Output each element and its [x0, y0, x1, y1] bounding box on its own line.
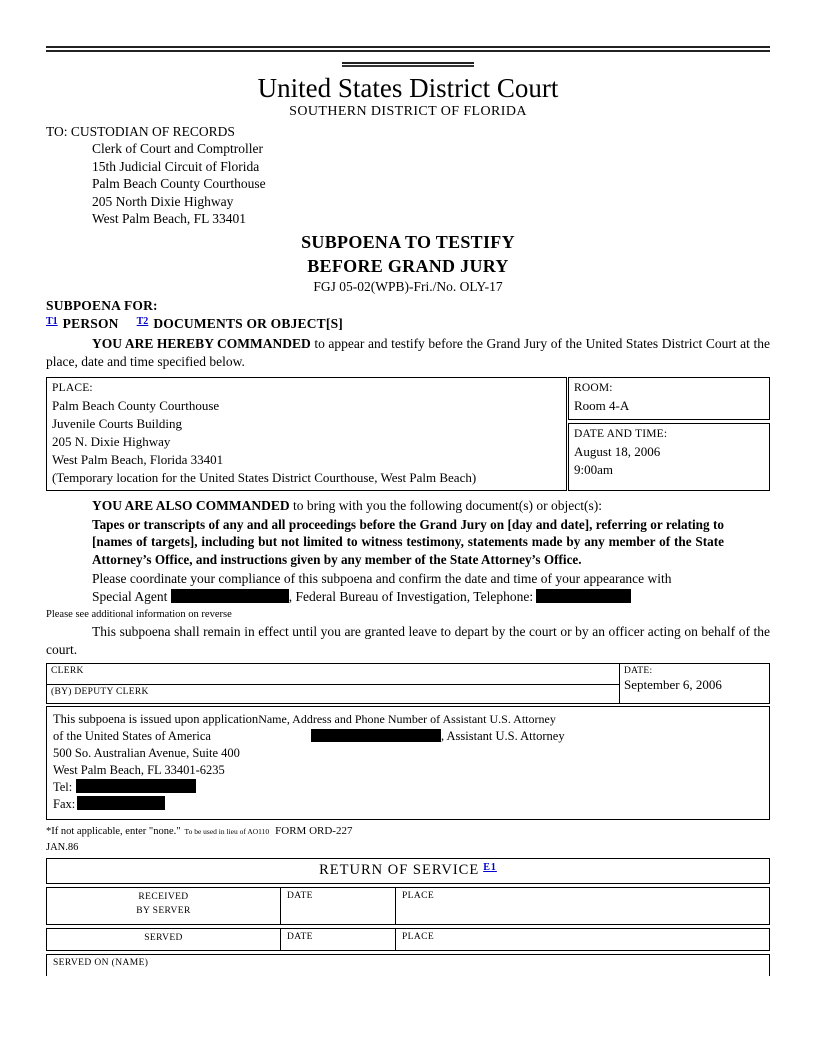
served-on-name-row: SERVED ON (NAME) — [46, 954, 770, 976]
subpoena-for-person: PERSON — [62, 315, 119, 331]
served-date-cell: DATE — [281, 929, 396, 950]
clerk-column — [47, 664, 619, 703]
room-datetime-column — [568, 377, 770, 491]
recipient-address-block — [92, 140, 770, 228]
commanded-bold: YOU ARE HEREBY COMMANDED — [92, 335, 311, 351]
recipient-address-line: 15th Judicial Circuit of Florida — [92, 158, 260, 174]
datetime-cell — [568, 423, 770, 491]
issuance-application-text: This subpoena is issued upon application — [53, 712, 259, 726]
recipient-address-line: Clerk of Court and Comptroller — [92, 141, 263, 156]
issuance-usa-text: of the United States of America — [53, 729, 211, 743]
return-of-service-title: RETURN OF SERVICE — [319, 862, 480, 878]
received-label: RECEIVED — [138, 892, 189, 902]
deputy-clerk-label-cell: (BY) DEPUTY CLERK — [51, 687, 149, 697]
reverse-information-note: Please see additional information on reverse — [46, 609, 232, 620]
coordinate-fbi-text: , Federal Bureau of Investigation, Telephone: — [288, 589, 537, 604]
commanded-rest: to appear and testify before the Grand Jury of the United States District Court at the place, date and time specified below. — [46, 335, 770, 369]
received-by-server-row — [46, 887, 770, 925]
date-cell — [619, 664, 769, 703]
issuance-tel-line — [53, 779, 763, 796]
place-line: Juvenile Courts Building — [52, 415, 182, 431]
redaction-box-fax — [77, 796, 165, 810]
top-rule — [46, 46, 770, 52]
issuance-address-line1: 500 So. Australian Avenue, Suite 400 — [53, 746, 240, 760]
room-label: ROOM: — [574, 381, 613, 394]
issuance-line2 — [53, 728, 763, 745]
clerk-signature-table — [46, 663, 770, 704]
also-commanded-paragraph — [92, 498, 770, 514]
by-server-label: BY SERVER — [136, 905, 191, 916]
also-commanded-rest: to bring with you the following document(s) or object(s): — [289, 497, 602, 513]
received-place-cell: PLACE — [402, 891, 435, 901]
place-cell — [46, 377, 567, 491]
place-line: 205 N. Dixie Highway — [52, 433, 171, 449]
place-line: (Temporary location for the United States District Courthouse, West Palm Beach) — [52, 469, 477, 485]
coordinate-line1: Please coordinate your compliance of this subpoena and confirm the date and time of your appearance with — [92, 571, 672, 586]
recipient-address-line: West Palm Beach, FL 33401 — [92, 211, 247, 226]
served-place-cell: PLACE — [402, 932, 435, 942]
footnote-row — [46, 825, 770, 837]
served-row — [46, 928, 770, 951]
coordinate-agent-prefix: Special Agent — [92, 589, 171, 604]
district-subtitle: SOUTHERN DISTRICT OF FLORIDA — [289, 104, 527, 119]
redaction-box-tel — [76, 779, 196, 793]
room-cell — [568, 377, 770, 420]
subpoena-for-label: SUBPOENA FOR: — [46, 297, 158, 313]
form-date: JAN.86 — [46, 842, 79, 853]
fax-label: Fax: — [53, 797, 76, 811]
effect-paragraph: This subpoena shall remain in effect until you are granted leave to depart by the court or by an officer acting on behalf of the court. — [46, 624, 770, 657]
issuance-address-line2: West Palm Beach, FL 33401-6235 — [53, 763, 225, 777]
subpoena-title-line2: BEFORE GRAND JURY — [307, 255, 509, 276]
issuance-box — [46, 706, 770, 820]
datetime-time: 9:00am — [574, 461, 613, 477]
place-line: Palm Beach County Courthouse — [52, 397, 220, 413]
return-of-service-title-box — [46, 858, 770, 884]
annotation-link-t2[interactable]: T2 — [136, 315, 149, 327]
date-value: September 6, 2006 — [624, 677, 722, 692]
also-commanded-bold: YOU ARE ALSO COMMANDED — [92, 497, 290, 513]
room-value: Room 4-A — [574, 397, 630, 413]
datetime-label: DATE AND TIME: — [574, 427, 668, 440]
place-label: PLACE: — [52, 381, 93, 394]
date-label: DATE: — [624, 666, 653, 676]
redaction-box-attorney-name — [311, 729, 441, 742]
commanded-paragraph — [46, 335, 770, 371]
documents-description: Tapes or transcripts of any and all proceedings before the Grand Jury on [day and date], referring or relating to [names of targets], including but not limited to witness testimony, statements made by any member of the State Attorney’s Office, and instructions given by any member of the State Attorney’s Office. — [92, 516, 724, 567]
place-line: West Palm Beach, Florida 33401 — [52, 451, 224, 467]
subpoena-for-documents: DOCUMENTS OR OBJECT[S] — [153, 315, 343, 331]
case-number: FGJ 05-02(WPB)-Fri./No. OLY-17 — [313, 278, 503, 294]
issuance-line1 — [53, 711, 763, 728]
court-title: United States District Court — [257, 73, 559, 103]
form-number: FORM ORD-227 — [275, 825, 353, 837]
clerk-label-cell: CLERK — [47, 664, 619, 685]
tel-label: Tel: — [53, 780, 73, 794]
annotation-link-t1[interactable]: T1 — [46, 315, 58, 327]
datetime-date: August 18, 2006 — [574, 443, 661, 459]
footnote-not-applicable: *If not applicable, enter "none." — [46, 826, 181, 837]
coordinate-line2 — [92, 588, 770, 606]
redaction-box-agent-name — [171, 589, 289, 603]
served-cell: SERVED — [47, 929, 281, 950]
issuance-ausa-text: , Assistant U.S. Attorney — [440, 729, 565, 743]
top-rule-segment — [342, 62, 474, 67]
issuance-attorney-header: Name, Address and Phone Number of Assistant U.S. Attorney — [258, 712, 556, 726]
place-room-table — [46, 377, 770, 491]
subpoena-title-line1: SUBPOENA TO TESTIFY — [301, 231, 515, 252]
received-date-cell: DATE — [281, 888, 396, 924]
annotation-link-e1[interactable]: E1 — [483, 862, 497, 873]
recipient-address-line: 205 North Dixie Highway — [92, 193, 234, 209]
footnote-in-lieu: To be used in lieu of AO110 — [184, 827, 270, 836]
issuance-fax-line — [53, 796, 763, 813]
subpoena-for-options — [46, 316, 770, 332]
redaction-box-telephone — [536, 589, 631, 603]
received-by-server-cell — [47, 888, 281, 924]
recipient-to-line: TO: CUSTODIAN OF RECORDS — [46, 124, 235, 139]
recipient-address-line: Palm Beach County Courthouse — [92, 176, 266, 191]
